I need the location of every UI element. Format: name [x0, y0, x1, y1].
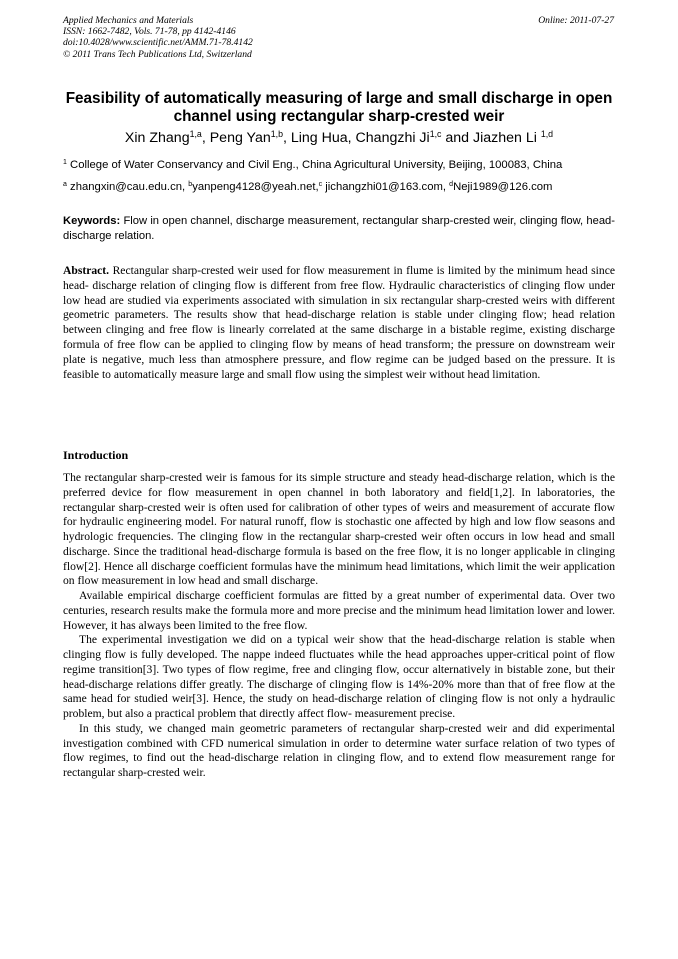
paragraph: In this study, we changed main geometric parameters of rectangular sharp-crested weir and did experimental investigation combined with CFD numerical simulation in order to determine water surface relation of two types of flow regimes, to find out the head-discharge relation in clinging flow, and to extend flow measurement range for rectangular sharp-crested weir. [63, 721, 615, 779]
introduction-heading: Introduction [63, 448, 129, 462]
email-mark: b [188, 181, 193, 189]
email-address[interactable]: yanpeng4128@yeah.net, [192, 181, 319, 193]
author-name: Jiazhen Li [473, 130, 537, 146]
author-joiner: and [441, 130, 473, 146]
paper-title: Feasibility of automatically measuring of large and small discharge in open channel using rectangular sharp-crested weir [65, 90, 613, 125]
email-address[interactable]: zhangxin@cau.edu.cn, [70, 181, 186, 193]
affiliation [63, 158, 623, 172]
email-mark: d [449, 181, 454, 189]
email-mark: a [63, 181, 67, 189]
author-separator: , [201, 130, 210, 146]
abstract-label: Abstract. [63, 264, 110, 277]
journal-header [63, 15, 483, 60]
author-separator: , [347, 130, 356, 146]
journal-copyright: © 2011 Trans Tech Publications Ltd, Switzerland [63, 48, 252, 60]
author-name: Peng Yan [209, 130, 271, 146]
email-list [63, 180, 623, 194]
abstract-text: Rectangular sharp-crested weir used for flow measurement in flume is limited by the minimum head since head- discharge relation of clinging flow is different from free flow. Hydraulic characteristics of clinging flow under low head are studied via experiments associated with simulation in six rectangular sharp-crested weirs with different geometric parameters. The results show that head-discharge relation is stable under clinging flow; head relation between clinging and free flow is linearly correlated at the same discharge in a bistable regime, existing discharge formula of free flow can be applied to clinging flow by means of head transform; the pressure on downstream weir plate is negative, much less than atmosphere pressure, and flow regime can be judged based on the pressure. It is feasible to automatically measure large and small flow using the simplest weir without head limitation. [63, 264, 615, 381]
keywords [63, 214, 615, 243]
email-mark: c [318, 181, 323, 189]
author-affiliation-mark: 1,c [429, 129, 442, 140]
online-date: Online: 2011-07-27 [538, 15, 614, 26]
author-name: Changzhi Ji [355, 130, 430, 146]
email-address[interactable]: jichangzhi01@163.com, [325, 181, 447, 193]
author-affiliation-mark: 1,d [540, 129, 554, 140]
author-name: Ling Hua [290, 130, 348, 146]
journal-doi: doi:10.4028/www.scientific.net/AMM.71-78.4142 [63, 37, 253, 49]
author-list [63, 129, 615, 147]
author-affiliation-mark: 1,b [270, 129, 283, 140]
journal-name: Applied Mechanics and Materials [63, 15, 194, 26]
paragraph: The experimental investigation we did on a typical weir show that the head-discharge relation is stable when clinging flow is fully developed. The nappe indeed fluctuates while the head approaches upper-critical point of flow regime transition[3]. Two types of flow regime, free and clinging flow, occur alternatively in bistable zone, but their head-discharge relations differ greatly. The discharge of clinging flow is 14%-20% more than that of free flow at the same head for studied weir[3]. Hence, the study on head-discharge relation of clinging flow is not only a hydraulic problem, but also a practical problem that directly affect flow- measurement precise. [63, 633, 615, 720]
keywords-text: Flow in open channel, discharge measurement, rectangular sharp-crested weir, clinging flow, head-discharge relation. [63, 215, 615, 242]
paragraph: Available empirical discharge coefficient formulas are fitted by a great number of experimental data. Over two centuries, research results make the formula more and more precise and the minimum head limitation lower and lower. However, it has always been limited to the free flow. [63, 589, 615, 632]
introduction-body [63, 471, 615, 781]
affiliation-text: College of Water Conservancy and Civil Eng., China Agricultural University, Beijing, 100083, China [70, 159, 563, 171]
author-affiliation-mark: 1,a [189, 129, 202, 140]
keywords-label: Keywords: [63, 215, 121, 227]
paragraph: The rectangular sharp-crested weir is famous for its simple structure and steady head-discharge relation, which is the preferred device for flow measurement in open channel in both laboratory and field[1,2]. In laboratories, the rectangular sharp-crested weir is often used for calibration of other types of weirs and measurement of accurate flow for hydraulic engineering model. For natural runoff, flow is stochastic one affected by high and low flow seasons and hydrologic frequencies. The clinging flow in the rectangular sharp-crested weir often occurs in low head and small discharge. Since the traditional head-discharge formula is based on the free flow, it is no longer applicable in clinging flow[2]. Hence all discharge coefficient formulas have the minimum head limitations, which limit the weir application on flow measurement in low head and small discharge. [63, 471, 615, 588]
journal-issn: ISSN: 1662-7482, Vols. 71-78, pp 4142-4146 [63, 26, 236, 38]
affiliation-mark: 1 [63, 159, 67, 167]
email-address[interactable]: Neji1989@126.com [453, 181, 553, 193]
author-separator: , [282, 130, 291, 146]
abstract [63, 264, 615, 382]
author-name: Xin Zhang [124, 130, 190, 146]
